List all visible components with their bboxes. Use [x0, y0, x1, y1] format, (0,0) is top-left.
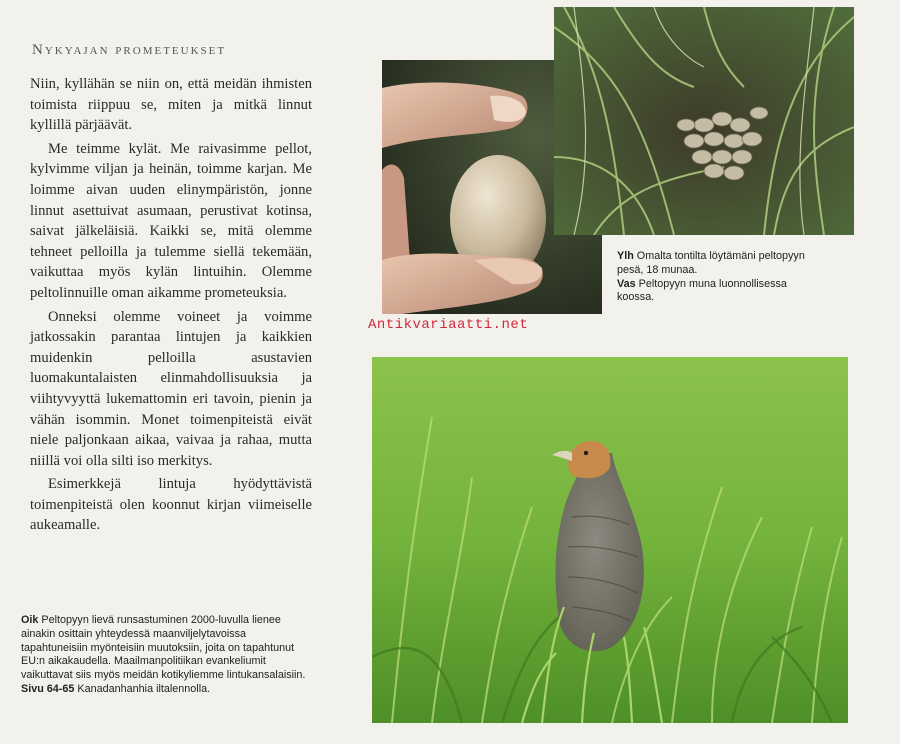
caption-left-text-2: Kanadanhanhia iltalennolla.	[77, 682, 211, 695]
body-text	[30, 74, 312, 536]
caption-right-label-ylh: Ylh	[617, 250, 634, 262]
page-heading: Nykyajan prometeukset	[32, 42, 227, 58]
caption-left-label-oik: Oik	[21, 614, 39, 626]
caption-right	[617, 250, 815, 305]
body-paragraph-4: Esimerkkejä lintuja hyödyttävistä toimenpiteistä olen koonnut kirjan viimeiselle aukeamalle.	[30, 476, 312, 534]
body-paragraph-2: Me teimme kylät. Me raivasimme pellot, kylvimme viljan ja heinän, toimme karjan. Me loimme aivan uuden elinympäristön, jonne linnut asettuivat asumaan, perustivat kotinsa, saivat jälkeläisiä. Kaikki se, mitä olemme tehneet pelloilla ja tulemme siellä tekemään, vaikuttaa myös kylän lintuihin. Olemme peltolinnuille oman aikamme prometeuksia.	[30, 140, 312, 301]
caption-left-label-sivu: Sivu 64-65	[21, 682, 75, 695]
photo-partridge	[372, 357, 848, 723]
caption-right-text-1: Omalta tontilta löytämäni peltopyyn pesä, 18 munaa.	[617, 250, 805, 276]
photo-nest	[554, 7, 854, 235]
caption-right-label-vas: Vas	[617, 277, 636, 290]
caption-right-text-2: Peltopyyn muna luonnollisessa koossa.	[617, 277, 787, 304]
body-paragraph-3: Onneksi olemme voineet ja voimme jatkossakin parantaa lintujen ja kaikkien muidenkin pelloilla asustavien luomakuntalaisten elinmahdollisuuksia ja viihtyvyyttä lukemattomin eri tavoin, pienin ja vähän isommin. Monet toimenpiteistä eivät niele paljonkaan aikaa, vaivaa ja rahaa, mutta niillä voi olla silti iso merkitys.	[30, 308, 312, 469]
body-paragraph-1: Niin, kyllähän se niin on, että meidän ihmisten toimista riippuu se, miten ja mitkä linnut kyllillä pärjäävät.	[30, 76, 312, 134]
watermark: Antikvariaatti.net	[368, 317, 529, 333]
caption-left	[21, 614, 307, 697]
caption-left-text-1: Peltopyyn lievä runsastuminen 2000-luvulla lienee ainakin osittain yhteydessä maanviljelytavoissa tapahtuneisiin myönteisiin muutoksiin, joita on tapahtunut EU:n aikakaudella. Maailmanpolitiikan evankeliumit vaikuttavat siis myös meidän kotikyliemme lintukansalaisiin.	[21, 614, 306, 682]
